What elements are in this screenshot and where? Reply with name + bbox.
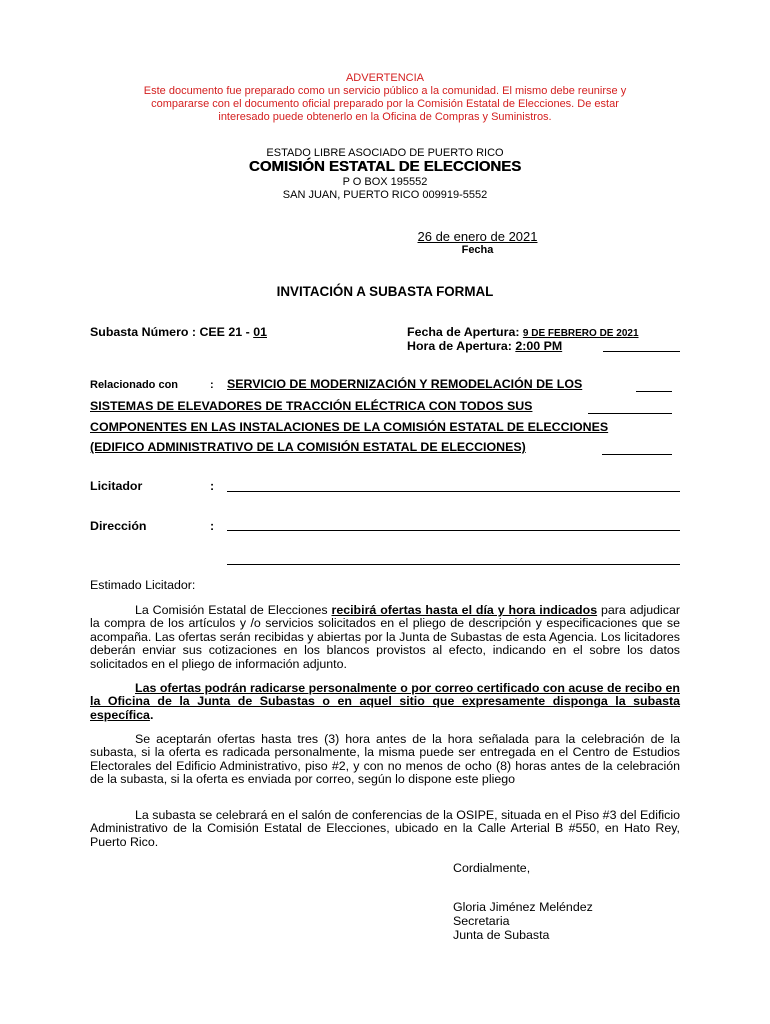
- paragraph-2: Las ofertas podrán radicarse personalmente o por correo certificado con acuse de recibo en la Oficina de la Junta de Subastas o en aquel sitio que expresamente disponga la subasta específica.: [90, 681, 680, 722]
- signer-org: Junta de Subasta: [453, 928, 550, 942]
- related-line-4: (EDIFICO ADMINISTRATIVO DE LA COMISIÓN ESTATAL DE ELECCIONES): [90, 440, 526, 454]
- city-address: SAN JUAN, PUERTO RICO 009919-5552: [282, 189, 488, 201]
- agency-name: COMISIÓN ESTATAL DE ELECCIONES: [248, 158, 522, 175]
- related-line-4-underline: [602, 454, 672, 455]
- warning-line-3: interesado puede obtenerlo en la Oficina de Compras y Suministros.: [218, 111, 552, 123]
- closing: Cordialmente,: [453, 861, 531, 875]
- related-line-3: COMPONENTES EN LAS INSTALACIONES DE LA COMISIÓN ESTATAL DE ELECCIONES: [90, 420, 609, 434]
- related-line-2-underline: [588, 413, 672, 414]
- signer-name: Gloria Jiménez Meléndez: [453, 900, 593, 914]
- bidder-label: Licitador: [90, 479, 143, 493]
- bidder-colon: :: [210, 479, 215, 493]
- signer-title: Secretaria: [453, 914, 510, 928]
- related-line-1-underline: [636, 391, 672, 392]
- related-line-2: SISTEMAS DE ELEVADORES DE TRACCIÓN ELÉCTRICA CON TODOS SUS: [90, 399, 533, 413]
- opening-time-underline: [603, 351, 680, 352]
- opening-time: Hora de Apertura: 2:00 PM: [407, 339, 563, 353]
- state-name: ESTADO LIBRE ASOCIADO DE PUERTO RICO: [266, 147, 504, 159]
- address-input-line-2[interactable]: [227, 564, 680, 565]
- po-box: P O BOX 195552: [342, 176, 428, 188]
- date-value: 26 de enero de 2021: [417, 229, 538, 244]
- date-label: Fecha: [461, 244, 494, 256]
- related-label: Relacionado con: [90, 379, 179, 391]
- related-colon: :: [210, 379, 214, 391]
- address-label: Dirección: [90, 519, 147, 533]
- auction-number: Subasta Número : CEE 21 - 01: [90, 325, 267, 339]
- related-line-1: SERVICIO DE MODERNIZACIÓN Y REMODELACIÓN DE LOS: [227, 377, 583, 391]
- salutation: Estimado Licitador:: [90, 578, 196, 592]
- address-colon: :: [210, 519, 215, 533]
- address-input-line-1[interactable]: [227, 530, 680, 531]
- warning-line-1: Este documento fue preparado como un servicio público a la comunidad. El mismo debe reunirse y: [143, 85, 627, 97]
- warning-title: ADVERTENCIA: [345, 72, 425, 84]
- paragraph-4: La subasta se celebrará en el salón de conferencias de la OSIPE, situada en el Piso #3 del Edificio Administrativo de la Comisión Estatal de Elecciones, ubicado en la Calle Arterial B #550, en Hato Rey, Puerto Rico.: [90, 808, 680, 849]
- document-title: INVITACIÓN A SUBASTA FORMAL: [276, 284, 494, 299]
- warning-line-2: compararse con el documento oficial preparado por la Comisión Estatal de Elecciones. De estar: [151, 98, 619, 110]
- paragraph-1: La Comisión Estatal de Elecciones recibirá ofertas hasta el día y hora indicados para adjudicar la compra de los artículos y /o servicios solicitados en el pliego de descripción y especificaciones que se acompaña. Las ofertas serán recibidas y abiertas por la Junta de Subastas de esta Agencia. Los licitadores deberán enviar sus cotizaciones en los blancos provistos al efecto, indicando en el sobre los datos solicitados en el pliego de información adjunto.: [90, 603, 680, 671]
- bidder-input-line[interactable]: [227, 491, 680, 492]
- opening-date: Fecha de Apertura: 9 DE FEBRERO DE 2021: [407, 325, 639, 339]
- paragraph-3: Se aceptarán ofertas hasta tres (3) hora antes de la hora señalada para la celebración de la subasta, si la oferta es radicada personalmente, la misma puede ser entregada en el Centro de Estudios Electorales del Edificio Administrativo, piso #2, y con no menos de ocho (8) horas antes de la celebración de la subasta, si la oferta es enviada por correo, según lo dispone este pliego: [90, 732, 680, 787]
